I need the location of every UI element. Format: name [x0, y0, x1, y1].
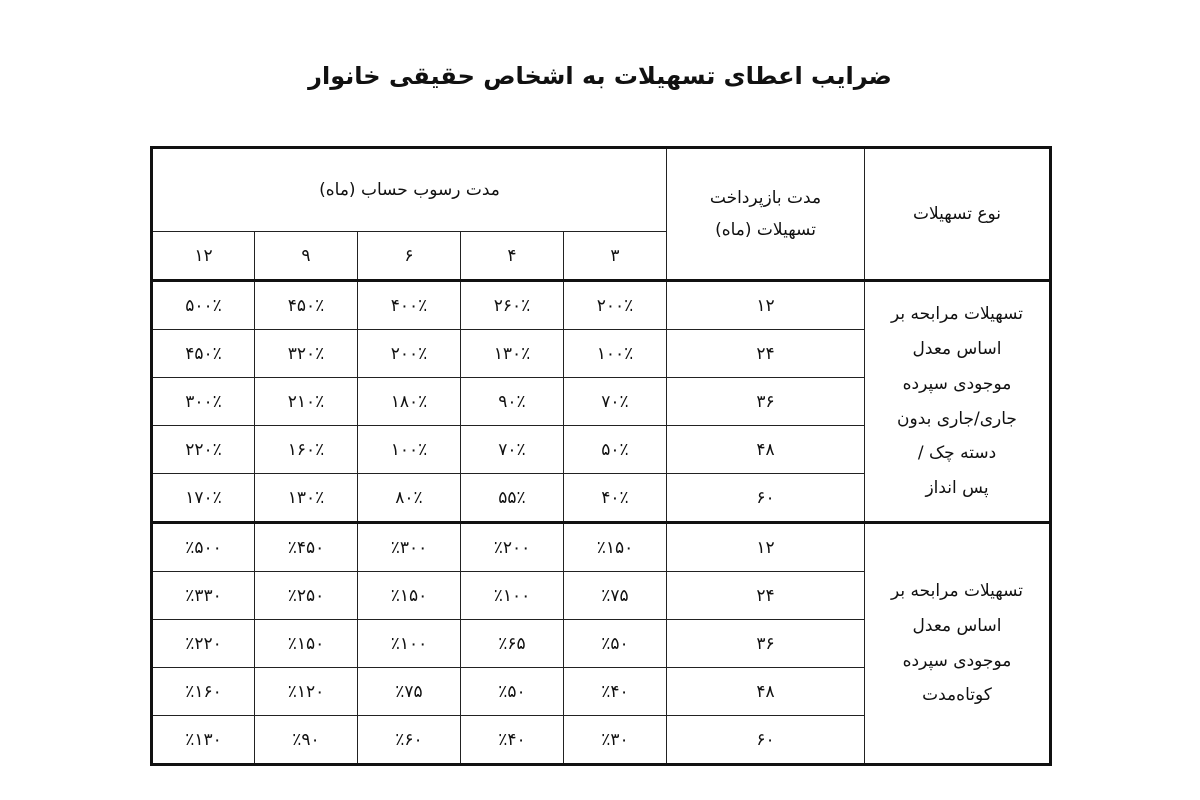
repayment-period-cell: ۳۶	[667, 378, 865, 426]
repayment-period-cell: ۱۲	[667, 281, 865, 330]
facility-type-line: کوتاه‌مدت	[922, 685, 992, 706]
month-header-12: ۱۲	[152, 232, 255, 281]
rate-cell: ۱۰۰٪	[358, 426, 461, 474]
rate-cell: ٪۵۰	[564, 620, 667, 668]
rate-cell: ۷۰٪	[461, 426, 564, 474]
rate-cell: ٪۱۰۰	[358, 620, 461, 668]
rate-cell: ٪۱۳۰	[152, 716, 255, 765]
rate-cell: ۴۰۰٪	[358, 281, 461, 330]
rate-cell: ٪۵۰	[461, 668, 564, 716]
repayment-period-cell: ۴۸	[667, 426, 865, 474]
repayment-period-header-line1: مدت بازپرداخت	[709, 187, 822, 208]
facility-type-line: موجودی سپرده	[902, 373, 1012, 394]
facility-type-line: تسهیلات مرابحه بر	[891, 580, 1023, 601]
repayment-period-cell: ۲۴	[667, 330, 865, 378]
facility-type-line: تسهیلات مرابحه بر	[891, 303, 1023, 324]
facility-type-line: اساس معدل	[912, 338, 1002, 359]
rate-cell: ٪۲۰۰	[461, 523, 564, 572]
table-row	[152, 523, 1051, 572]
repayment-period-cell: ۴۸	[667, 668, 865, 716]
month-header-9: ۹	[255, 232, 358, 281]
facility-type-line: اساس معدل	[912, 615, 1002, 636]
facility-type-header: نوع تسهیلات	[865, 148, 1051, 281]
rate-cell: ٪۷۵	[358, 668, 461, 716]
rate-cell: ۱۶۰٪	[255, 426, 358, 474]
rate-cell: ۷۰٪	[564, 378, 667, 426]
rate-cell: ٪۶۰	[358, 716, 461, 765]
rate-cell: ۲۰۰٪	[564, 281, 667, 330]
rate-cell: ۳۲۰٪	[255, 330, 358, 378]
facility-type-cell	[865, 281, 1051, 523]
rate-cell: ٪۱۰۰	[461, 572, 564, 620]
facility-type-line: جاری/جاری بدون	[897, 408, 1017, 429]
repayment-period-cell: ۱۲	[667, 523, 865, 572]
rate-cell: ٪۴۵۰	[255, 523, 358, 572]
rate-cell: ۱۷۰٪	[152, 474, 255, 523]
rate-cell: ۱۳۰٪	[461, 330, 564, 378]
rate-cell: ٪۱۶۰	[152, 668, 255, 716]
rate-cell: ٪۲۲۰	[152, 620, 255, 668]
rate-cell: ۴۰٪	[564, 474, 667, 523]
rate-cell: ۸۰٪	[358, 474, 461, 523]
rate-cell: ۵۵٪	[461, 474, 564, 523]
rate-cell: ٪۴۰	[461, 716, 564, 765]
page-title: ضرایب اعطای تسهیلات به اشخاص حقیقی خانوار	[308, 62, 892, 90]
facility-type-cell	[865, 523, 1051, 765]
rate-cell: ۲۶۰٪	[461, 281, 564, 330]
deposit-period-header: مدت رسوب حساب (ماه)	[152, 148, 667, 232]
rate-cell: ۲۲۰٪	[152, 426, 255, 474]
repayment-period-header-line2: تسهیلات (ماه)	[715, 220, 816, 240]
facility-type-line: پس انداز	[925, 478, 989, 499]
rate-cell: ٪۱۵۰	[255, 620, 358, 668]
facility-type-line: دسته چک /	[917, 443, 997, 464]
rate-cell: ۱۳۰٪	[255, 474, 358, 523]
rate-cell: ٪۵۰۰	[152, 523, 255, 572]
rate-cell: ۴۵۰٪	[255, 281, 358, 330]
rate-cell: ٪۳۰۰	[358, 523, 461, 572]
rate-cell: ٪۲۵۰	[255, 572, 358, 620]
rate-cell: ۲۱۰٪	[255, 378, 358, 426]
rate-cell: ۵۰۰٪	[152, 281, 255, 330]
rate-cell: ٪۱۵۰	[358, 572, 461, 620]
rate-cell: ٪۱۵۰	[564, 523, 667, 572]
rate-cell: ٪۷۵	[564, 572, 667, 620]
repayment-period-cell: ۶۰	[667, 474, 865, 523]
rate-cell: ٪۳۳۰	[152, 572, 255, 620]
rate-cell: ۳۰۰٪	[152, 378, 255, 426]
rate-cell: ٪۴۰	[564, 668, 667, 716]
rate-cell: ۵۰٪	[564, 426, 667, 474]
repayment-period-cell: ۶۰	[667, 716, 865, 765]
rate-cell: ۱۰۰٪	[564, 330, 667, 378]
rate-cell: ۲۰۰٪	[358, 330, 461, 378]
rate-cell: ٪۶۵	[461, 620, 564, 668]
month-header-4: ۴	[461, 232, 564, 281]
month-header-6: ۶	[358, 232, 461, 281]
rates-table	[150, 146, 1052, 766]
rate-cell: ۱۸۰٪	[358, 378, 461, 426]
rate-cell: ۴۵۰٪	[152, 330, 255, 378]
facility-type-line: موجودی سپرده	[902, 650, 1012, 671]
repayment-period-cell: ۲۴	[667, 572, 865, 620]
rate-cell: ٪۳۰	[564, 716, 667, 765]
table-row	[152, 281, 1051, 330]
month-header-3: ۳	[564, 232, 667, 281]
rate-cell: ۹۰٪	[461, 378, 564, 426]
rate-cell: ٪۱۲۰	[255, 668, 358, 716]
repayment-period-header	[667, 148, 865, 281]
repayment-period-cell: ۳۶	[667, 620, 865, 668]
rate-cell: ٪۹۰	[255, 716, 358, 765]
